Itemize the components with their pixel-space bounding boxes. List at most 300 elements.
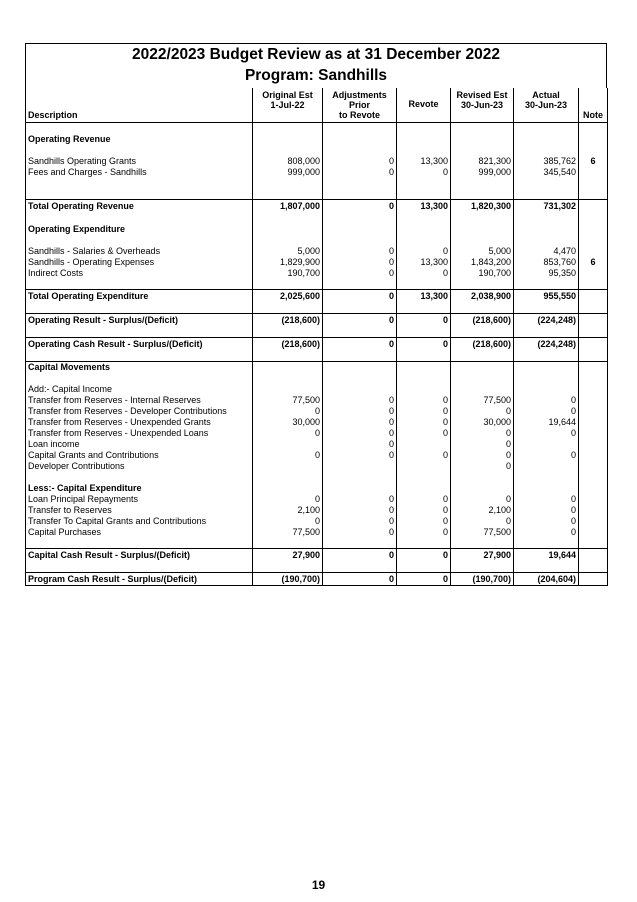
cell-revote bbox=[397, 279, 451, 290]
row-description: Transfer from Reserves - Internal Reserves bbox=[26, 395, 253, 406]
total-row bbox=[26, 338, 608, 351]
cell-revote bbox=[397, 461, 451, 472]
cell-adjustment bbox=[323, 538, 397, 549]
cell-actual bbox=[514, 303, 579, 314]
cell-original bbox=[253, 538, 323, 549]
cell-adjustment: 0 bbox=[323, 290, 397, 303]
cell-revote bbox=[397, 213, 451, 224]
cell-note bbox=[579, 290, 608, 303]
cell-note bbox=[579, 494, 608, 505]
cell-revised bbox=[451, 224, 514, 235]
cell-revote: 0 bbox=[397, 268, 451, 279]
cell-adjustment bbox=[323, 327, 397, 338]
cell-original: 190,700 bbox=[253, 268, 323, 279]
cell-actual: 19,644 bbox=[514, 549, 579, 562]
cell-revised bbox=[451, 235, 514, 246]
cell-actual bbox=[514, 362, 579, 373]
cell-revote: 0 bbox=[397, 516, 451, 527]
cell-revote: 0 bbox=[397, 573, 451, 586]
cell-original bbox=[253, 189, 323, 200]
cell-actual bbox=[514, 327, 579, 338]
cell-adjustment: 0 bbox=[323, 314, 397, 327]
cell-revised bbox=[451, 303, 514, 314]
cell-note bbox=[579, 516, 608, 527]
cell-actual: (204,604) bbox=[514, 573, 579, 586]
row-description bbox=[26, 279, 253, 290]
cell-revised bbox=[451, 384, 514, 395]
report-title: 2022/2023 Budget Review as at 31 December 2022 bbox=[132, 46, 500, 63]
table-row bbox=[26, 450, 608, 461]
cell-actual: 19,644 bbox=[514, 417, 579, 428]
row-description: Total Operating Expenditure bbox=[26, 290, 253, 303]
cell-original bbox=[253, 439, 323, 450]
cell-original bbox=[253, 472, 323, 483]
row-description: Less:- Capital Expenditure bbox=[26, 483, 253, 494]
cell-actual bbox=[514, 224, 579, 235]
cell-adjustment bbox=[323, 472, 397, 483]
cell-adjustment: 0 bbox=[323, 439, 397, 450]
cell-adjustment: 0 bbox=[323, 268, 397, 279]
header-adjustments-l2: Prior bbox=[348, 100, 370, 110]
cell-revote: 0 bbox=[397, 428, 451, 439]
cell-adjustment: 0 bbox=[323, 395, 397, 406]
cell-note bbox=[579, 134, 608, 145]
cell-note: 6 bbox=[579, 257, 608, 268]
cell-revote bbox=[397, 373, 451, 384]
cell-actual bbox=[514, 562, 579, 573]
cell-note bbox=[579, 538, 608, 549]
cell-adjustment: 0 bbox=[323, 450, 397, 461]
cell-adjustment: 0 bbox=[323, 200, 397, 213]
program-title: Program: Sandhills bbox=[244, 67, 388, 84]
cell-original bbox=[253, 279, 323, 290]
cell-adjustment: 0 bbox=[323, 257, 397, 268]
row-description: Capital Purchases bbox=[26, 527, 253, 538]
cell-original: 0 bbox=[253, 494, 323, 505]
budget-sheet bbox=[25, 43, 607, 586]
cell-original: 0 bbox=[253, 406, 323, 417]
cell-actual bbox=[514, 279, 579, 290]
cell-adjustment: 0 bbox=[323, 338, 397, 351]
spacer-row bbox=[26, 472, 608, 483]
table-row bbox=[26, 406, 608, 417]
header-actual bbox=[514, 88, 579, 123]
row-description: Developer Contributions bbox=[26, 461, 253, 472]
cell-revised bbox=[451, 562, 514, 573]
cell-original: 2,100 bbox=[253, 505, 323, 516]
cell-adjustment bbox=[323, 461, 397, 472]
cell-note bbox=[579, 279, 608, 290]
cell-note bbox=[579, 450, 608, 461]
row-description: Capital Grants and Contributions bbox=[26, 450, 253, 461]
title-box bbox=[25, 43, 607, 88]
cell-revised bbox=[451, 123, 514, 134]
header-adjustments-l1: Adjustments bbox=[332, 90, 387, 100]
cell-revote: 0 bbox=[397, 527, 451, 538]
cell-revote: 13,300 bbox=[397, 156, 451, 167]
table-row bbox=[26, 246, 608, 257]
cell-original bbox=[253, 123, 323, 134]
cell-actual: (224,248) bbox=[514, 338, 579, 351]
cell-adjustment bbox=[323, 562, 397, 573]
cell-revised bbox=[451, 538, 514, 549]
cell-revote: 0 bbox=[397, 395, 451, 406]
cell-adjustment: 0 bbox=[323, 428, 397, 439]
header-original bbox=[253, 88, 323, 123]
row-description bbox=[26, 145, 253, 156]
cell-revote: 0 bbox=[397, 549, 451, 562]
header-original-l2: 1-Jul-22 bbox=[270, 100, 305, 110]
cell-adjustment bbox=[323, 235, 397, 246]
cell-revised: (218,600) bbox=[451, 314, 514, 327]
table-row bbox=[26, 461, 608, 472]
cell-revote bbox=[397, 362, 451, 373]
spacer-row bbox=[26, 178, 608, 189]
cell-adjustment: 0 bbox=[323, 527, 397, 538]
cell-revote: 0 bbox=[397, 417, 451, 428]
header-revote: Revote bbox=[397, 88, 451, 123]
cell-revote: 13,300 bbox=[397, 257, 451, 268]
cell-actual: 0 bbox=[514, 406, 579, 417]
row-description bbox=[26, 373, 253, 384]
cell-original bbox=[253, 224, 323, 235]
spacer-row bbox=[26, 373, 608, 384]
table-row bbox=[26, 257, 608, 268]
cell-revote bbox=[397, 472, 451, 483]
row-description: Operating Revenue bbox=[26, 134, 253, 145]
cell-revote bbox=[397, 224, 451, 235]
cell-revised: (218,600) bbox=[451, 338, 514, 351]
cell-actual: 731,302 bbox=[514, 200, 579, 213]
cell-original: 808,000 bbox=[253, 156, 323, 167]
cell-actual bbox=[514, 178, 579, 189]
row-description bbox=[26, 123, 253, 134]
cell-adjustment bbox=[323, 384, 397, 395]
cell-actual bbox=[514, 134, 579, 145]
cell-adjustment bbox=[323, 224, 397, 235]
row-description bbox=[26, 327, 253, 338]
cell-revised: 30,000 bbox=[451, 417, 514, 428]
cell-adjustment: 0 bbox=[323, 167, 397, 178]
cell-adjustment bbox=[323, 303, 397, 314]
cell-original bbox=[253, 134, 323, 145]
spacer-row bbox=[26, 123, 608, 134]
header-revised-l1: Revised Est bbox=[456, 90, 508, 100]
cell-adjustment bbox=[323, 178, 397, 189]
cell-note bbox=[579, 373, 608, 384]
cell-original bbox=[253, 373, 323, 384]
cell-revised bbox=[451, 483, 514, 494]
cell-note bbox=[579, 338, 608, 351]
cell-adjustment bbox=[323, 134, 397, 145]
table-row bbox=[26, 527, 608, 538]
cell-actual bbox=[514, 439, 579, 450]
cell-note bbox=[579, 406, 608, 417]
cell-adjustment bbox=[323, 145, 397, 156]
cell-revised: 5,000 bbox=[451, 246, 514, 257]
cell-revote: 0 bbox=[397, 406, 451, 417]
cell-adjustment: 0 bbox=[323, 505, 397, 516]
table-row bbox=[26, 156, 608, 167]
cell-original: 0 bbox=[253, 516, 323, 527]
cell-revote bbox=[397, 538, 451, 549]
cell-original: 5,000 bbox=[253, 246, 323, 257]
row-description: Capital Movements bbox=[26, 362, 253, 373]
row-description: Loan income bbox=[26, 439, 253, 450]
row-description: Add:- Capital Income bbox=[26, 384, 253, 395]
cell-actual bbox=[514, 461, 579, 472]
cell-original: 77,500 bbox=[253, 527, 323, 538]
cell-actual: 0 bbox=[514, 527, 579, 538]
cell-actual: 853,760 bbox=[514, 257, 579, 268]
cell-original bbox=[253, 483, 323, 494]
cell-original: 0 bbox=[253, 428, 323, 439]
cell-actual bbox=[514, 351, 579, 362]
cell-revote bbox=[397, 235, 451, 246]
cell-revised: 0 bbox=[451, 516, 514, 527]
row-description: Indirect Costs bbox=[26, 268, 253, 279]
cell-revised: 0 bbox=[451, 406, 514, 417]
cell-revised: (190,700) bbox=[451, 573, 514, 586]
cell-revote: 0 bbox=[397, 450, 451, 461]
cell-actual bbox=[514, 145, 579, 156]
cell-revised: 77,500 bbox=[451, 527, 514, 538]
header-revised-l2: 30-Jun-23 bbox=[460, 100, 504, 110]
spacer-row bbox=[26, 213, 608, 224]
cell-original: 27,900 bbox=[253, 549, 323, 562]
cell-note bbox=[579, 549, 608, 562]
section-row bbox=[26, 224, 608, 235]
row-description: Sandhills Operating Grants bbox=[26, 156, 253, 167]
cell-actual: 0 bbox=[514, 516, 579, 527]
cell-revised bbox=[451, 279, 514, 290]
cell-original bbox=[253, 303, 323, 314]
cell-original: 2,025,600 bbox=[253, 290, 323, 303]
cell-note bbox=[579, 235, 608, 246]
row-description: Transfer from Reserves - Unexpended Grants bbox=[26, 417, 253, 428]
table-row bbox=[26, 439, 608, 450]
cell-actual: 345,540 bbox=[514, 167, 579, 178]
row-description: Operating Result - Surplus/(Deficit) bbox=[26, 314, 253, 327]
cell-adjustment: 0 bbox=[323, 494, 397, 505]
cell-revised: 0 bbox=[451, 450, 514, 461]
cell-adjustment: 0 bbox=[323, 406, 397, 417]
table-body bbox=[26, 123, 608, 586]
page-number: 19 bbox=[311, 878, 326, 892]
cell-revote bbox=[397, 145, 451, 156]
cell-original bbox=[253, 178, 323, 189]
cell-revote bbox=[397, 384, 451, 395]
row-description bbox=[26, 562, 253, 573]
cell-original bbox=[253, 362, 323, 373]
cell-revote bbox=[397, 178, 451, 189]
cell-actual bbox=[514, 384, 579, 395]
header-revised bbox=[451, 88, 514, 123]
table-row bbox=[26, 505, 608, 516]
header-note: Note bbox=[579, 88, 608, 123]
cell-actual: 0 bbox=[514, 428, 579, 439]
cell-revised bbox=[451, 213, 514, 224]
cell-revote: 13,300 bbox=[397, 200, 451, 213]
cell-revised: 0 bbox=[451, 428, 514, 439]
cell-actual bbox=[514, 483, 579, 494]
cell-revised bbox=[451, 178, 514, 189]
cell-original bbox=[253, 461, 323, 472]
cell-actual: 0 bbox=[514, 494, 579, 505]
spacer-row bbox=[26, 189, 608, 200]
cell-revised: 0 bbox=[451, 461, 514, 472]
cell-revote bbox=[397, 303, 451, 314]
cell-note bbox=[579, 189, 608, 200]
row-description bbox=[26, 538, 253, 549]
cell-actual bbox=[514, 213, 579, 224]
spacer-row bbox=[26, 538, 608, 549]
row-description bbox=[26, 303, 253, 314]
cell-revised bbox=[451, 362, 514, 373]
cell-note bbox=[579, 384, 608, 395]
cell-note bbox=[579, 268, 608, 279]
cell-revote bbox=[397, 327, 451, 338]
row-description bbox=[26, 178, 253, 189]
cell-adjustment bbox=[323, 351, 397, 362]
cell-revised: 2,100 bbox=[451, 505, 514, 516]
cell-note bbox=[579, 527, 608, 538]
header-row bbox=[26, 88, 608, 123]
row-description: Transfer from Reserves - Developer Contributions bbox=[26, 406, 253, 417]
cell-note bbox=[579, 483, 608, 494]
cell-note bbox=[579, 327, 608, 338]
cell-original: 1,807,000 bbox=[253, 200, 323, 213]
section-row bbox=[26, 483, 608, 494]
cell-adjustment bbox=[323, 123, 397, 134]
cell-note bbox=[579, 505, 608, 516]
row-description bbox=[26, 213, 253, 224]
cell-note bbox=[579, 178, 608, 189]
cell-original bbox=[253, 213, 323, 224]
cell-note bbox=[579, 314, 608, 327]
cell-original bbox=[253, 327, 323, 338]
total-row bbox=[26, 549, 608, 562]
row-description: Program Cash Result - Surplus/(Deficit) bbox=[26, 573, 253, 586]
cell-revised bbox=[451, 351, 514, 362]
section-row bbox=[26, 362, 608, 373]
cell-note bbox=[579, 224, 608, 235]
cell-original bbox=[253, 351, 323, 362]
cell-revised bbox=[451, 327, 514, 338]
cell-actual: 0 bbox=[514, 450, 579, 461]
cell-adjustment bbox=[323, 373, 397, 384]
cell-note bbox=[579, 562, 608, 573]
header-actual-l2: 30-Jun-23 bbox=[524, 100, 568, 110]
cell-note bbox=[579, 439, 608, 450]
header-adjustments bbox=[323, 88, 397, 123]
cell-revised: 190,700 bbox=[451, 268, 514, 279]
cell-actual: 4,470 bbox=[514, 246, 579, 257]
spacer-row bbox=[26, 145, 608, 156]
table-row bbox=[26, 268, 608, 279]
total-row bbox=[26, 314, 608, 327]
cell-adjustment: 0 bbox=[323, 417, 397, 428]
table-row bbox=[26, 428, 608, 439]
cell-note bbox=[579, 428, 608, 439]
cell-actual: (224,248) bbox=[514, 314, 579, 327]
row-description: Loan Principal Repayments bbox=[26, 494, 253, 505]
row-description: Fees and Charges - Sandhills bbox=[26, 167, 253, 178]
cell-adjustment bbox=[323, 213, 397, 224]
row-description: Operating Cash Result - Surplus/(Deficit) bbox=[26, 338, 253, 351]
total-row bbox=[26, 290, 608, 303]
cell-actual bbox=[514, 189, 579, 200]
table-row bbox=[26, 494, 608, 505]
cell-adjustment: 0 bbox=[323, 516, 397, 527]
spacer-row bbox=[26, 327, 608, 338]
cell-original bbox=[253, 145, 323, 156]
cell-actual: 95,350 bbox=[514, 268, 579, 279]
cell-revised bbox=[451, 472, 514, 483]
section-row bbox=[26, 134, 608, 145]
cell-revised bbox=[451, 373, 514, 384]
cell-original: (190,700) bbox=[253, 573, 323, 586]
cell-adjustment bbox=[323, 279, 397, 290]
row-description bbox=[26, 351, 253, 362]
cell-note bbox=[579, 573, 608, 586]
cell-adjustment bbox=[323, 483, 397, 494]
cell-original: (218,600) bbox=[253, 314, 323, 327]
cell-revised: 0 bbox=[451, 439, 514, 450]
cell-original: 30,000 bbox=[253, 417, 323, 428]
cell-adjustment bbox=[323, 362, 397, 373]
table-row bbox=[26, 167, 608, 178]
row-description: Operating Expenditure bbox=[26, 224, 253, 235]
row-description: Sandhills - Operating Expenses bbox=[26, 257, 253, 268]
header-original-l1: Original Est bbox=[262, 90, 313, 100]
cell-note bbox=[579, 461, 608, 472]
cell-revised: 1,820,300 bbox=[451, 200, 514, 213]
header-description: Description bbox=[26, 88, 253, 123]
cell-revote bbox=[397, 483, 451, 494]
cell-revote: 0 bbox=[397, 246, 451, 257]
total-row bbox=[26, 573, 608, 586]
cell-actual bbox=[514, 373, 579, 384]
spacer-row bbox=[26, 351, 608, 362]
cell-revised: 999,000 bbox=[451, 167, 514, 178]
cell-note bbox=[579, 213, 608, 224]
cell-original: 0 bbox=[253, 450, 323, 461]
cell-revote bbox=[397, 439, 451, 450]
cell-note bbox=[579, 123, 608, 134]
cell-revote: 0 bbox=[397, 167, 451, 178]
row-description bbox=[26, 235, 253, 246]
cell-revised: 1,843,200 bbox=[451, 257, 514, 268]
cell-note bbox=[579, 200, 608, 213]
spacer-row bbox=[26, 303, 608, 314]
cell-revote: 13,300 bbox=[397, 290, 451, 303]
row-description: Total Operating Revenue bbox=[26, 200, 253, 213]
cell-revised bbox=[451, 145, 514, 156]
cell-adjustment: 0 bbox=[323, 549, 397, 562]
cell-adjustment: 0 bbox=[323, 246, 397, 257]
cell-original bbox=[253, 384, 323, 395]
spacer-row bbox=[26, 279, 608, 290]
cell-revote bbox=[397, 134, 451, 145]
cell-note bbox=[579, 246, 608, 257]
row-description: Sandhills - Salaries & Overheads bbox=[26, 246, 253, 257]
row-description: Transfer to Reserves bbox=[26, 505, 253, 516]
spacer-row bbox=[26, 562, 608, 573]
cell-original: 1,829,900 bbox=[253, 257, 323, 268]
cell-note bbox=[579, 417, 608, 428]
budget-table bbox=[25, 88, 608, 586]
